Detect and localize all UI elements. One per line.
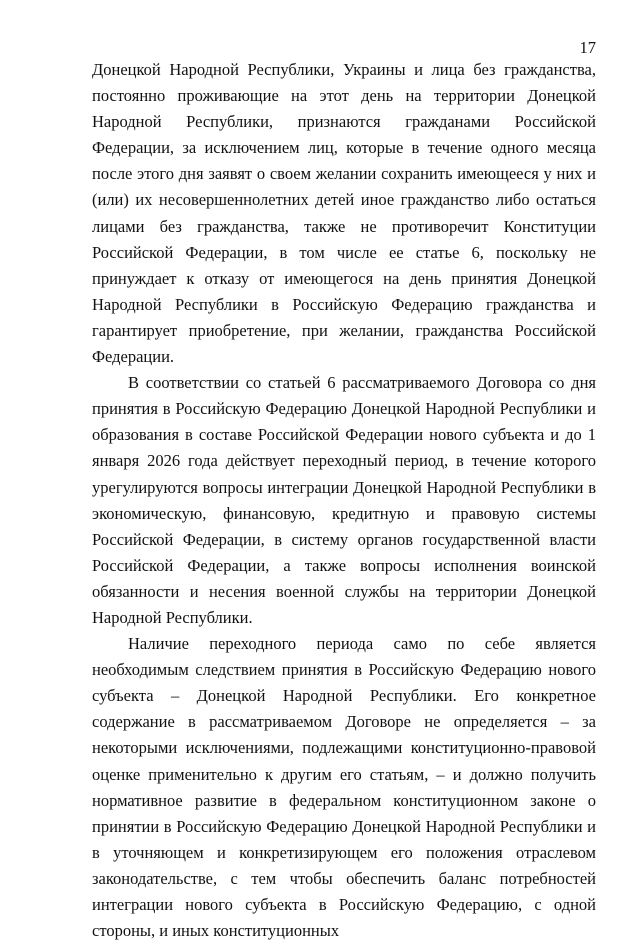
paragraph-transition-period: В соответствии со статьей 6 рассматриваемого Договора со дня принятия в Российскую Федерацию Донецкой Народной Республики и образования в составе Российской Федерации нового субъекта и до 1 января 2026 года действует переходный период, в течение которого урегулируются вопросы интеграции Донецкой Народной Республики в экономическую, финансовую, кредитную и правовую системы Российской Федерации, в систему органов государственной власти Российской Федерации, а также вопросы исполнения воинской обязанности и несения военной службы на территории Донецкой Народной Республики. (92, 373, 596, 627)
paragraph-transition-necessity: Наличие переходного периода само по себе является необходимым следствием принятия в Российскую Федерацию нового субъекта – Донецкой Народной Республики. Его конкретное содержание в рассматриваемом Договоре не определяется – за некоторыми исключениями, подлежащими конституционно-правовой оценке применительно к другим его статьям, – и должно получить нормативное развитие в федеральном конституционном законе о принятии в Российскую Федерацию Донецкой Народной Республики и в уточняющем и конкретизирующем его положения отраслевом законодательстве, с тем чтобы обеспечить баланс потребностей интеграции нового субъекта в Российскую Федерацию, с одной стороны, и иных конституционных (92, 634, 596, 941)
document-body (92, 57, 596, 944)
page-number: 17 (579, 38, 596, 57)
paragraph-continued: Донецкой Народной Республики, Украины и лица без гражданства, постоянно проживающие на этот день на территории Донецкой Народной Республики, признаются гражданами Российской Федерации, за исключением лиц, которые в течение одного месяца после этого дня заявят о своем желании сохранить имеющееся у них и (или) их несовершеннолетних детей иное гражданство либо остаться лицами без гражданства, также не противоречит Конституции Российской Федерации, в том числе ее статье 6, поскольку не принуждает к отказу от имеющегося на день принятия Донецкой Народной Республики в Российскую Федерацию гражданства и гарантирует приобретение, при желании, гражданства Российской Федерации. (92, 60, 596, 367)
